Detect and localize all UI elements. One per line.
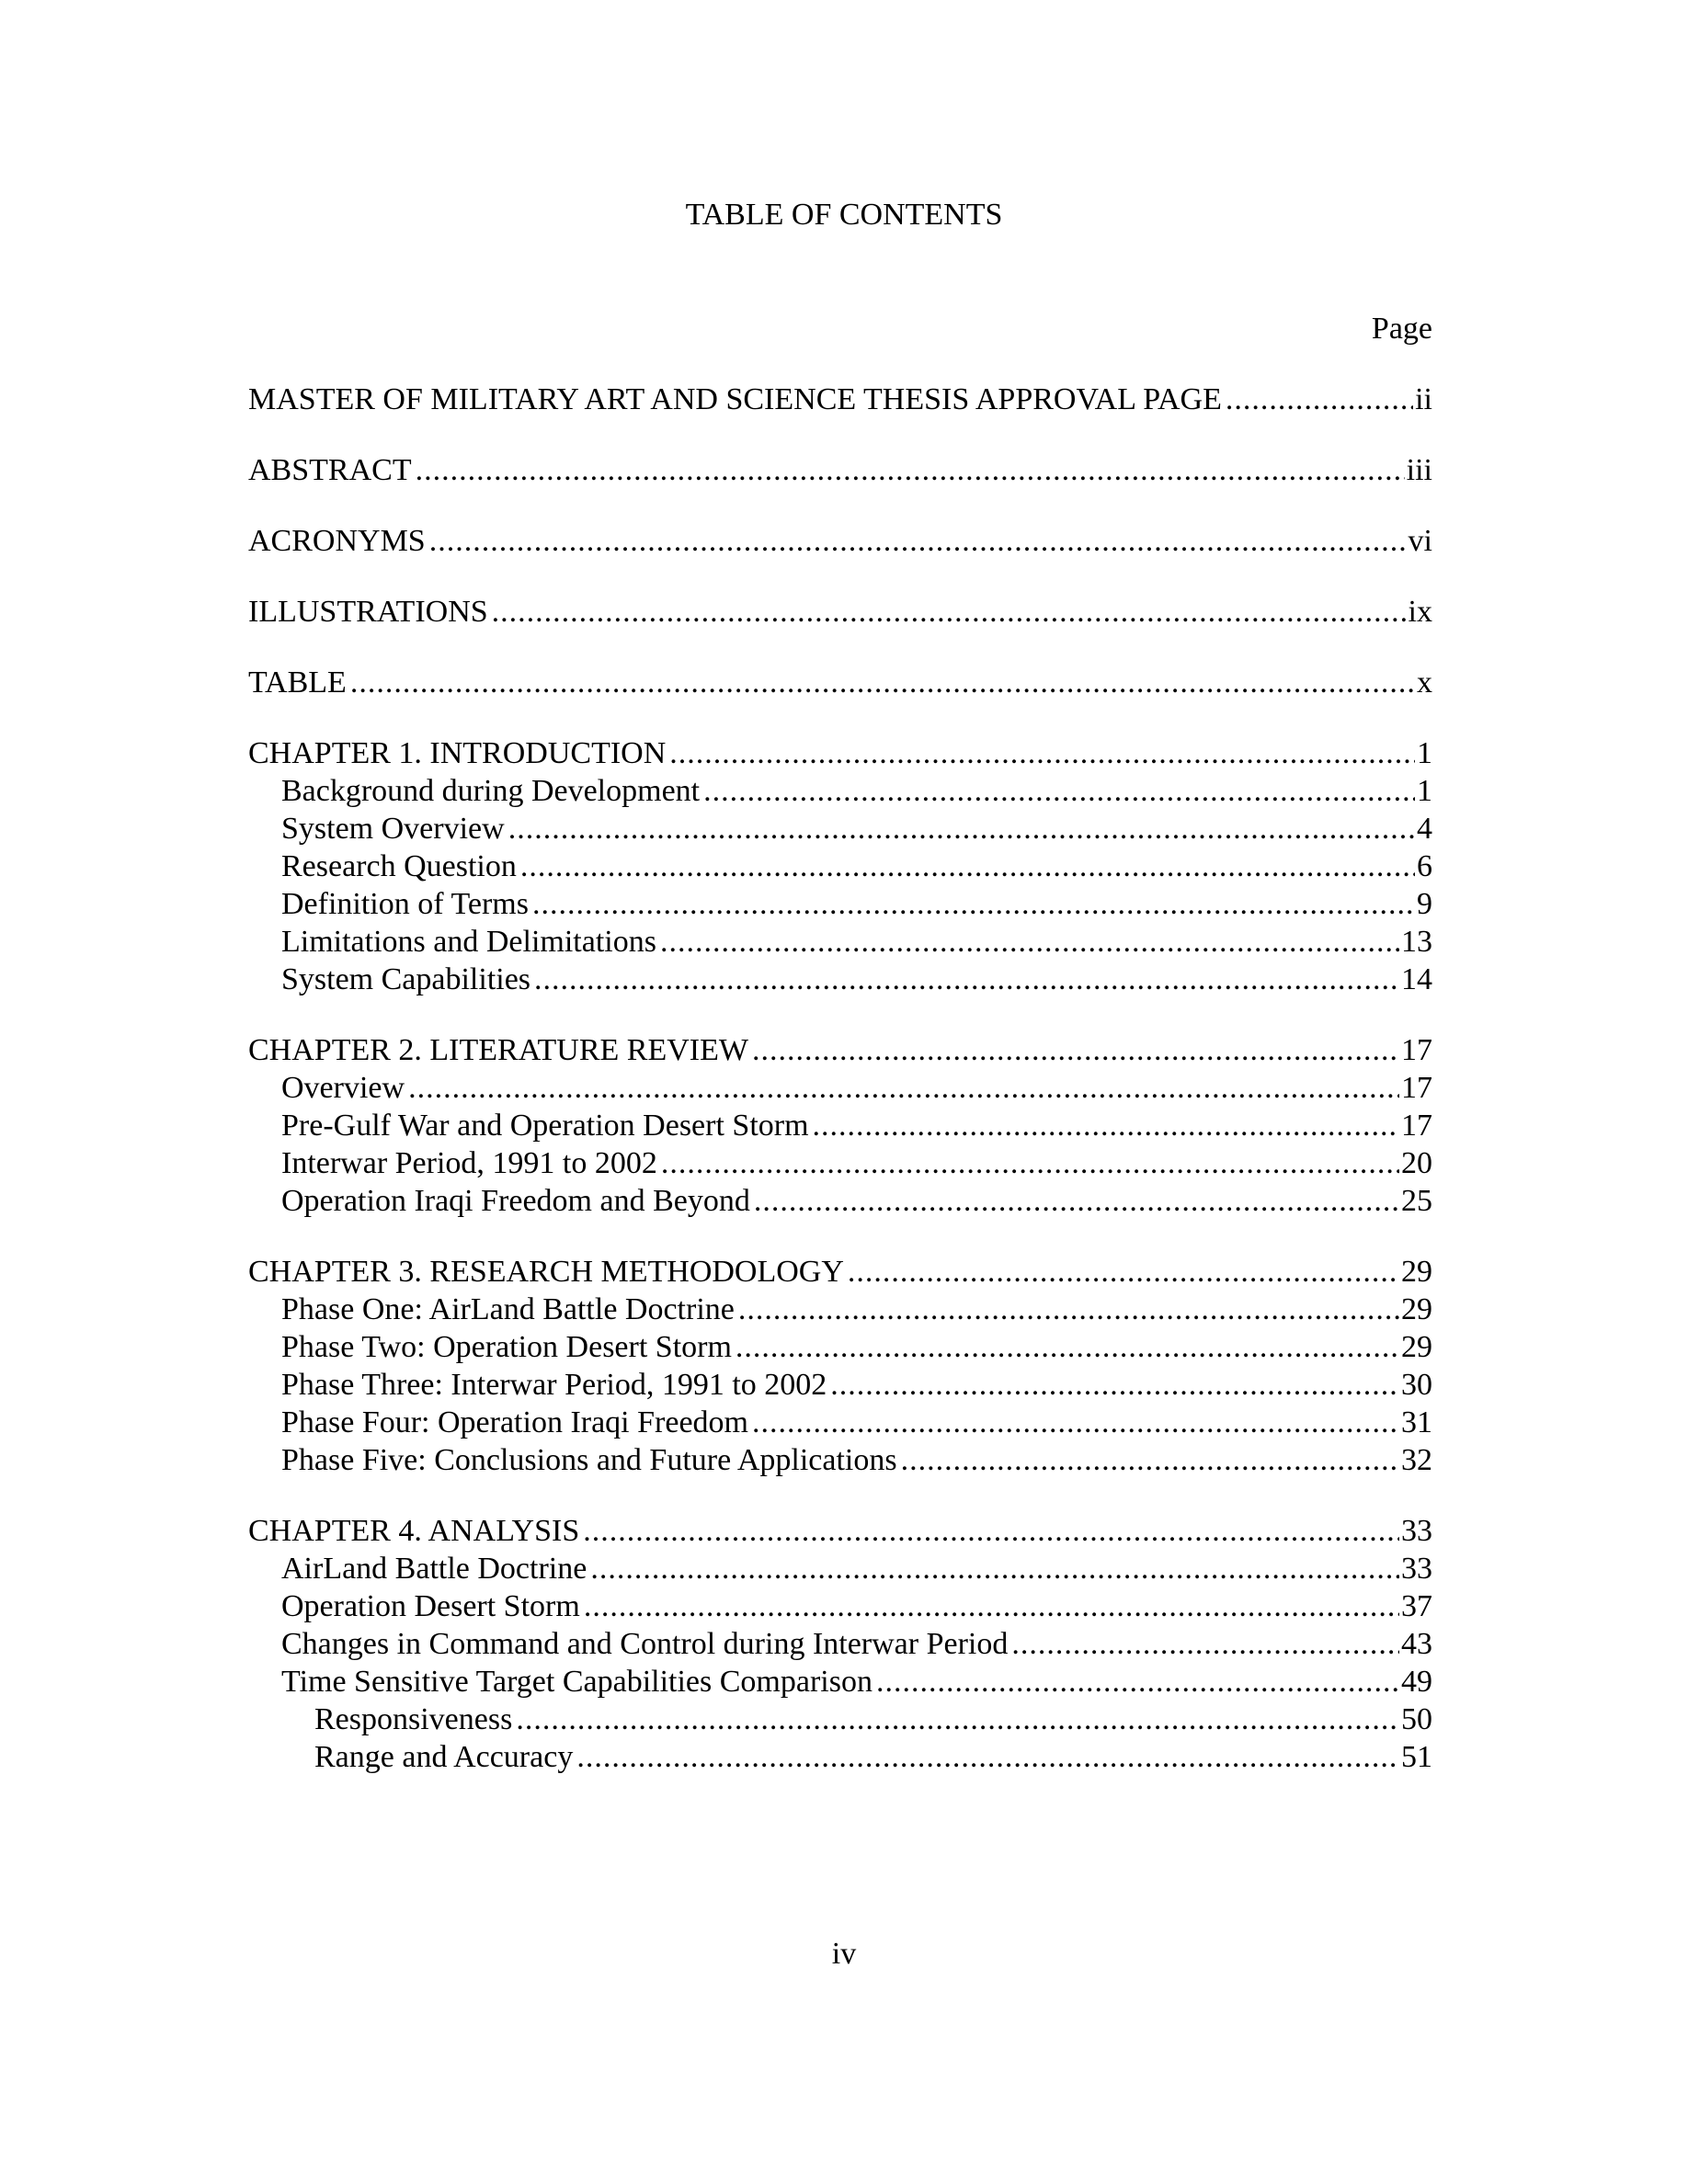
leader-dots (736, 1328, 1399, 1366)
leader-dots (754, 1182, 1399, 1220)
toc-section-label: Limitations and Delimitations (281, 925, 656, 959)
toc-section-page: 37 (1401, 1589, 1432, 1623)
toc-section-page: 30 (1401, 1368, 1432, 1402)
toc-section-label: Phase One: AirLand Battle Doctrine (281, 1292, 735, 1326)
toc-section-page: 6 (1417, 849, 1432, 883)
toc-chapter-2-sections (248, 1069, 1432, 1220)
toc-section[interactable] (248, 1404, 1432, 1441)
toc-chapter-4-sections (248, 1550, 1432, 1776)
toc-section[interactable] (248, 1328, 1432, 1366)
toc-section-label: Pre-Gulf War and Operation Desert Storm (281, 1109, 809, 1143)
toc-section-page: 9 (1417, 887, 1432, 921)
toc-section-page: 17 (1401, 1109, 1432, 1143)
toc-subsection-label: Range and Accuracy (314, 1740, 574, 1774)
toc-entry-page: x (1417, 665, 1432, 700)
toc-section-label: System Overview (281, 812, 505, 846)
toc-entry-page: iii (1406, 453, 1432, 487)
leader-dots (534, 961, 1399, 998)
leader-dots (590, 1550, 1399, 1587)
leader-dots (584, 1587, 1399, 1625)
leader-dots (508, 810, 1415, 847)
toc-entry-approval-page[interactable] (248, 381, 1432, 418)
toc-chapter-label: CHAPTER 4. ANALYSIS (248, 1514, 580, 1548)
toc-entry-page: vi (1408, 524, 1432, 558)
toc-chapter-label: CHAPTER 2. LITERATURE REVIEW (248, 1033, 748, 1067)
toc-section-label: System Capabilities (281, 962, 531, 996)
toc-entry-table[interactable] (248, 664, 1432, 701)
toc-chapter-page: 29 (1401, 1255, 1432, 1289)
toc-section-label: Phase Five: Conclusions and Future Applications (281, 1443, 897, 1477)
toc-section[interactable] (248, 1144, 1432, 1182)
toc-section-label: Phase Two: Operation Desert Storm (281, 1330, 732, 1364)
toc-section[interactable] (248, 1291, 1432, 1328)
leader-dots (520, 847, 1415, 885)
toc-section-page: 29 (1401, 1292, 1432, 1326)
toc-section[interactable] (248, 772, 1432, 810)
toc-chapter-page: 1 (1417, 736, 1432, 770)
toc-section[interactable] (248, 1625, 1432, 1663)
toc-entry-page: ix (1408, 595, 1432, 629)
toc-chapter-3[interactable] (248, 1253, 1432, 1291)
toc-entry-illustrations[interactable] (248, 593, 1432, 631)
toc-entry-abstract[interactable] (248, 451, 1432, 489)
leader-dots (901, 1441, 1399, 1479)
toc-chapter-1[interactable] (248, 734, 1432, 772)
leader-dots (416, 451, 1405, 489)
toc-section-page: 14 (1401, 962, 1432, 996)
leader-dots (583, 1512, 1399, 1550)
toc-chapter-4[interactable] (248, 1512, 1432, 1550)
toc-section-page: 31 (1401, 1405, 1432, 1439)
toc-chapter-label: CHAPTER 3. RESEARCH METHODOLOGY (248, 1255, 844, 1289)
leader-dots (848, 1253, 1399, 1291)
toc-section-page: 33 (1401, 1552, 1432, 1586)
leader-dots (661, 1144, 1399, 1182)
toc-section[interactable] (248, 810, 1432, 847)
leader-dots (752, 1031, 1399, 1069)
toc-section-label: Interwar Period, 1991 to 2002 (281, 1146, 657, 1180)
toc-subsection[interactable] (248, 1701, 1432, 1738)
toc-subsection-label: Responsiveness (314, 1702, 513, 1736)
toc-section-label: Background during Development (281, 774, 701, 808)
page-column-label: Page (1371, 312, 1432, 346)
leader-dots (660, 923, 1399, 961)
leader-dots (669, 734, 1415, 772)
page-title: TABLE OF CONTENTS (685, 198, 1003, 232)
leader-dots (813, 1107, 1399, 1144)
leader-dots (703, 772, 1415, 810)
leader-dots (492, 593, 1407, 631)
toc-entry-acronyms[interactable] (248, 522, 1432, 560)
toc-section[interactable] (248, 1441, 1432, 1479)
toc-entry-label: ABSTRACT (248, 453, 412, 487)
toc-section-label: Definition of Terms (281, 887, 529, 921)
toc-chapter-page: 33 (1401, 1514, 1432, 1548)
leader-dots (350, 664, 1415, 701)
toc-section-label: Changes in Command and Control during Interwar Period (281, 1627, 1009, 1661)
toc-entry-label: ILLUSTRATIONS (248, 595, 488, 629)
toc-section-page: 1 (1417, 774, 1432, 808)
toc-section-label: AirLand Battle Doctrine (281, 1552, 587, 1586)
toc-section[interactable] (248, 1663, 1432, 1701)
toc-subsection-page: 51 (1401, 1740, 1432, 1774)
toc-section-page: 25 (1401, 1184, 1432, 1218)
toc-section-label: Phase Three: Interwar Period, 1991 to 2002 (281, 1368, 827, 1402)
leader-dots (876, 1663, 1399, 1701)
toc-section[interactable] (248, 1587, 1432, 1625)
leader-dots (1011, 1625, 1399, 1663)
toc-section[interactable] (248, 847, 1432, 885)
page-number: iv (831, 1937, 857, 1971)
toc-section-label: Phase Four: Operation Iraqi Freedom (281, 1405, 748, 1439)
toc-subsection[interactable] (248, 1738, 1432, 1776)
toc-chapter-2[interactable] (248, 1031, 1432, 1069)
toc-chapter-page: 17 (1401, 1033, 1432, 1067)
toc-section-page: 49 (1401, 1665, 1432, 1699)
toc-section-page: 13 (1401, 925, 1432, 959)
toc-entry-label: MASTER OF MILITARY ART AND SCIENCE THESIS APPROVAL PAGE (248, 382, 1222, 416)
toc-section[interactable] (248, 1550, 1432, 1587)
leader-dots (408, 1069, 1399, 1107)
leader-dots (752, 1404, 1399, 1441)
toc-section-label: Time Sensitive Target Capabilities Comparison (281, 1665, 873, 1699)
toc-section-label: Research Question (281, 849, 517, 883)
toc-entry-label: ACRONYMS (248, 524, 426, 558)
toc-section-page: 29 (1401, 1330, 1432, 1364)
table-of-contents (248, 381, 1432, 1776)
toc-section-label: Operation Iraqi Freedom and Beyond (281, 1184, 750, 1218)
leader-dots (1226, 381, 1413, 418)
toc-chapter-label: CHAPTER 1. INTRODUCTION (248, 736, 667, 770)
toc-entry-label: TABLE (248, 665, 347, 700)
leader-dots (576, 1738, 1399, 1776)
toc-chapter-3-sections (248, 1291, 1432, 1479)
toc-section-label: Overview (281, 1071, 405, 1105)
toc-section-page: 20 (1401, 1146, 1432, 1180)
toc-section-page: 43 (1401, 1627, 1432, 1661)
leader-dots (429, 522, 1407, 560)
leader-dots (532, 885, 1415, 923)
leader-dots (738, 1291, 1399, 1328)
toc-section-page: 4 (1417, 812, 1432, 846)
toc-chapter-1-sections (248, 772, 1432, 998)
leader-dots (516, 1701, 1399, 1738)
toc-section[interactable] (248, 1069, 1432, 1107)
toc-section[interactable] (248, 1366, 1432, 1404)
toc-section-page: 32 (1401, 1443, 1432, 1477)
toc-entry-page: ii (1415, 382, 1432, 416)
toc-section[interactable] (248, 961, 1432, 998)
toc-section[interactable] (248, 1182, 1432, 1220)
toc-section[interactable] (248, 1107, 1432, 1144)
leader-dots (830, 1366, 1399, 1404)
toc-subsection-page: 50 (1401, 1702, 1432, 1736)
toc-section[interactable] (248, 923, 1432, 961)
toc-section-label: Operation Desert Storm (281, 1589, 580, 1623)
toc-section-page: 17 (1401, 1071, 1432, 1105)
toc-section[interactable] (248, 885, 1432, 923)
